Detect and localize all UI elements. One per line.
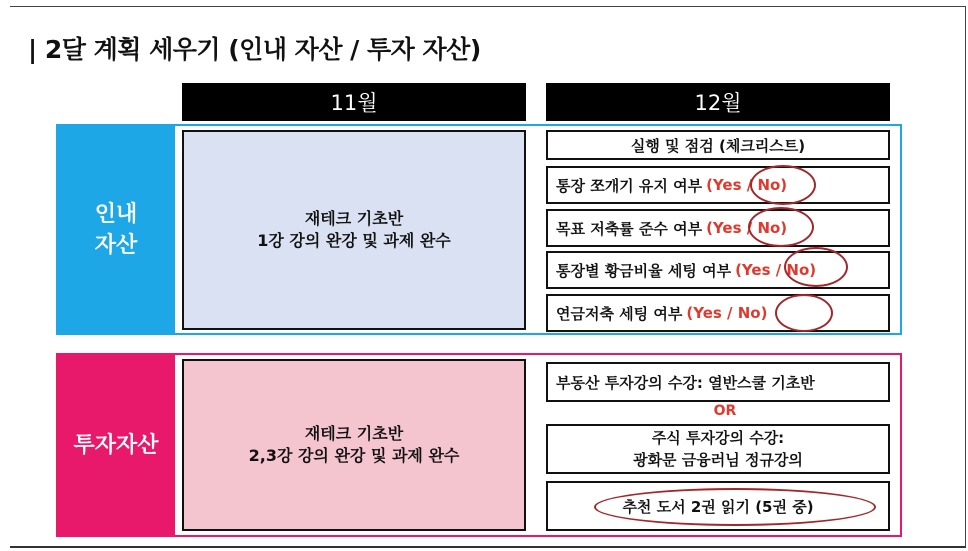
real-estate-course-text: 부동산 투자강의 수강: 열반스쿨 기초반	[556, 373, 815, 392]
stock-course-item	[546, 424, 890, 474]
checklist-item-text: 통장별 황금비율 세팅 여부	[556, 261, 732, 280]
checklist-item-text: 연금저축 세팅 여부	[556, 304, 683, 323]
checklist-item	[546, 166, 890, 204]
investment-nov-line1: 재테크 기초반	[304, 424, 404, 443]
investment-label: 투자자산	[57, 354, 175, 536]
endurance-label: 인내 자산	[57, 125, 175, 334]
checklist-header-text: 실행 및 점검 (체크리스트)	[630, 136, 806, 155]
real-estate-course-item	[546, 362, 890, 402]
yes-no-option: (Yes / No)	[706, 176, 788, 194]
endurance-november-box	[182, 130, 526, 330]
book-reading-text: 추천 도서 2권 읽기 (5권 중)	[622, 497, 814, 516]
endurance-nov-line2: 1강 강의 완강 및 과제 완수	[257, 231, 451, 250]
checklist-item-text: 목표 저축률 준수 여부	[556, 219, 703, 238]
investment-nov-line2: 2,3강 강의 완강 및 과제 완수	[248, 446, 460, 465]
book-reading-item	[546, 481, 890, 531]
month-header-december: 12월	[546, 83, 890, 121]
endurance-nov-line1: 재테크 기초반	[304, 209, 404, 228]
page-title: | 2달 계획 세우기 (인내 자산 / 투자 자산)	[28, 35, 481, 64]
yes-no-option: (Yes / No)	[706, 219, 788, 237]
checklist-item	[546, 294, 890, 332]
checklist-item-text: 통장 쪼개기 유지 여부	[556, 176, 703, 195]
or-separator: OR	[713, 403, 737, 419]
investment-november-box	[182, 359, 526, 531]
checklist-item	[546, 209, 890, 247]
yes-no-option: (Yes / No)	[735, 261, 817, 279]
checklist-header	[546, 130, 890, 160]
yes-no-option: (Yes / No)	[686, 304, 768, 322]
stock-course-line1: 주식 투자강의 수강:	[651, 429, 785, 447]
month-header-november: 11월	[182, 83, 526, 121]
checklist-item	[546, 251, 890, 289]
stock-course-line2: 광화문 금융러님 정규강의	[633, 451, 803, 469]
